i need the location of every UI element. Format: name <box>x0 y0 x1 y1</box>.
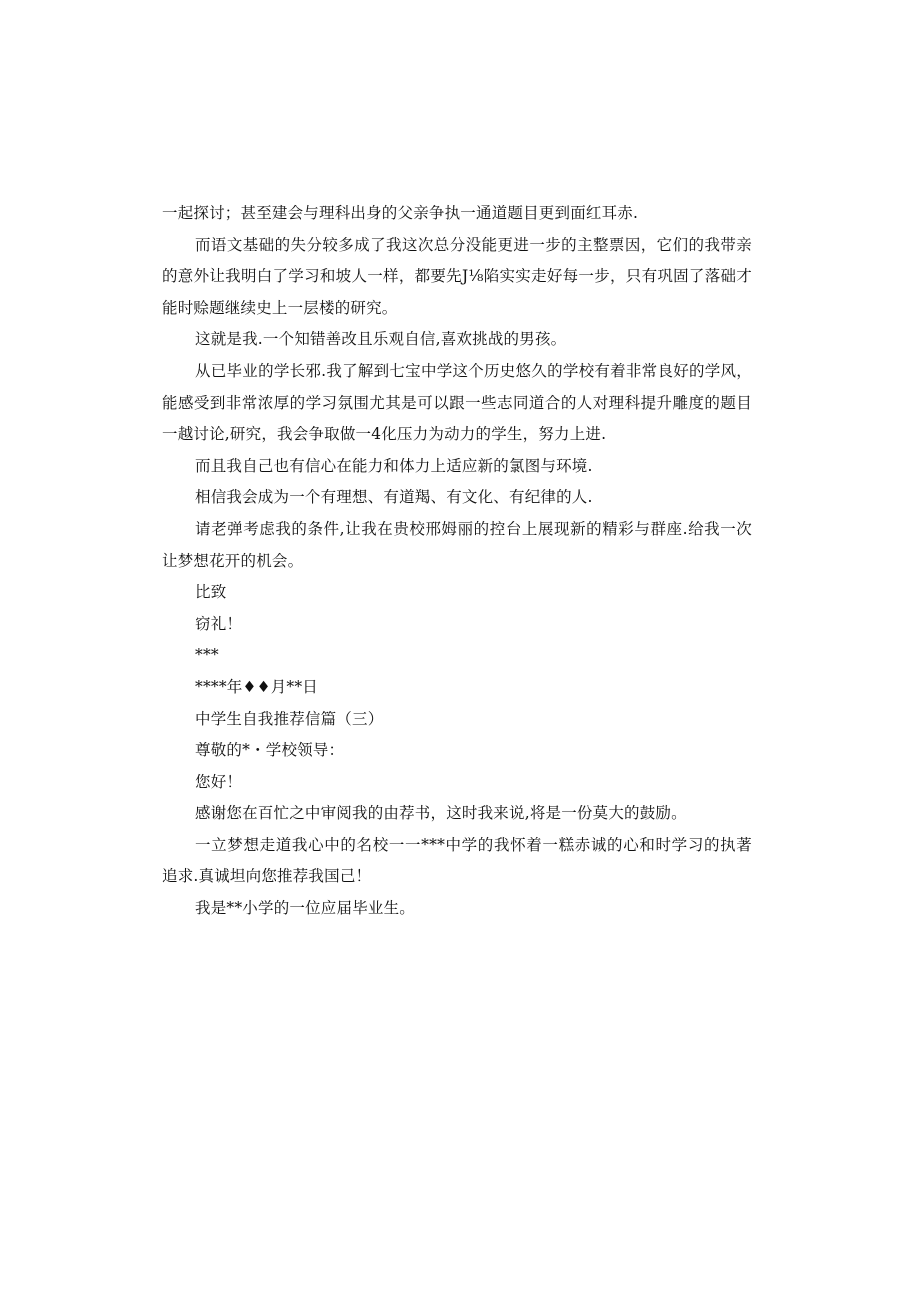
letter-body <box>162 198 752 925</box>
paragraph-introduction: 我是**小学的一位应届毕业生。 <box>195 899 416 918</box>
letter-greeting: 尊敬的*・学校领导： <box>195 741 345 760</box>
paragraph-thanks: 感谢您在百忙之中审阅我的由荐书，这时我来说,将是一份莫大的鼓励。 <box>195 804 687 823</box>
paragraph-aspiration: 相信我会成为一个有理想、有道羯、有文化、有纪律的人. <box>195 488 593 507</box>
letter-date: ****年♦♦月**日 <box>195 677 318 696</box>
paragraph-confidence: 而且我自己也有信心在能力和体力上适应新的氯图与环境. <box>195 456 593 475</box>
closing-respect: 窃礼！ <box>195 614 243 633</box>
closing-salutation: 比致 <box>195 583 227 602</box>
section-title: 中学生自我推荐信篇（三） <box>195 709 384 728</box>
paragraph-school-impression: 从已毕业的学长邪.我了解到七宝中学这个历史悠久的学校有着非常良好的学风，能感受到非常浓厚的学习氛围尤其是可以跟一些志同道合的人对理科提升雕度的题目一越讨论,研究，我会争取做一4化压力为动力的学生，努力上进. <box>162 361 752 444</box>
letter-hello: 您好！ <box>195 772 243 791</box>
paragraph-chinese-foundation: 而语文基础的失分较多成了我这次总分没能更进一步的主整票因，它们的我带亲的意外让我明白了学习和坡人一样，都要先J⅛陷实实走好每一步，只有巩固了落础才能时赊题继续史上一层楼的研究。 <box>162 235 752 317</box>
paragraph-request: 请老弹考虑我的条件,让我在贵校邢姆丽的控台上展现新的精彩与群座.给我一次让梦想花开的机会。 <box>162 519 752 570</box>
paragraph-dream-school: 一立梦想走道我心中的名校一一***中学的我怀着一糕赤诚的心和时学习的执著追求.真诚坦向您推荐我国己！ <box>162 835 752 886</box>
paragraph-self-description: 这就是我.一个知错善改且乐观自信,喜欢挑战的男孩。 <box>195 330 567 349</box>
paragraph-discussion-with-father: 一起探讨；甚至建会与理科出身的父亲争执一通道题目更到面红耳赤. <box>162 204 639 222</box>
signature: *** <box>195 646 219 665</box>
